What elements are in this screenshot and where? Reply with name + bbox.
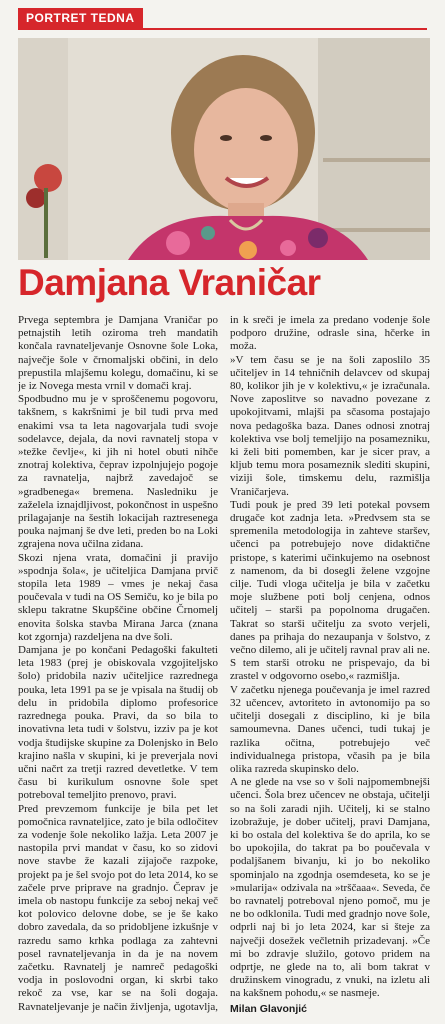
paragraph: A ne glede na vse so v šoli najpomembnejši učenci. Šola brez učencev ne obstaja, učitelji so na šoli zaradi njih. Učitelj, ki se stalno izobražuje, je dober učitelj, pravi Damjana, ki bo ostala del kolektiva še do aprila, ko se bo upokojila, do takrat pa bo poučevala v podaljšanem bivanju, ki jo bo nekoliko spominjalo na zgodnja osemdeseta, ko se je »mularija« odzivala na »trščaaa«. Seveda, če bo ravnatelj potreboval njeno pomoč, mu je ne bo odklonila. Tudi med gradnjo nove šole, odprli naj bi jo leta 2024, kar si šteje za največji dosežek večletnih prizadevanj. »Če mi bo zdravje služilo, gotovo pridem na odprtje, ne glede na to, ali bom takrat v družinskem vinogradu, z vnuki, na izletu ali na kakšnem pohodu,« se nasmeje. [230, 776, 430, 1000]
paragraph: V začetku njenega poučevanja je imel razred 32 učencev, avtoriteto in avtonomijo pa so učitelji dosegali z disciplino, ki je bila samoumevna. Danes učenci, tudi tukaj je razlika očitna, potrebujejo več individualnega pristopa, včasih pa je bila olika razreda skupinsko delo. [230, 683, 430, 775]
section-tag: PORTRET TEDNA [18, 8, 143, 28]
paragraph: »V tem času se je na šoli zaposlilo 35 učiteljev in 14 tehničnih delavcev od skupaj 80, kolikor jih je v kolektivu,« je izračunala. Nove zaposlitve so navadno povezane z upokojitvami, mlajši pa sčasoma postajajo nova pedagoška baza. Danes odnosi znotraj kolektiva vse bolj temeljijo na posamezniku, ki želi biti pomemben, kar je sicer prav, a kljub temu mora posameznik slediti skupini, viziji šole, timskemu delu, razmišlja Vraničarjeva. [230, 353, 430, 498]
byline: Milan Glavonjić [230, 1002, 308, 1015]
article-body [18, 314, 430, 1016]
section-rule [18, 28, 427, 30]
portrait-illustration [18, 38, 430, 260]
paragraph: Pred prevzemom funkcije je bila pet let pomočnica ravnateljice, zato je bila odločitev za vodenje šole nekoliko lažja. Leta 2007 je nastopila prvi mandat v času, ko so zidovi nove stavbe že kazali zijajoče razpoke, projekt pa je šel svojo pot do leta 2014, ko se začele prve priprave na gradnjo. Čeprav je imela ob nastopu funkcije za seboj nekaj več kot polovico delovne dobe, se je še kako dobro zavedala, da so pridobljene izkušnje v razredu samo krhka podlaga za zahtevni posel ravnateljevanja in da je na novem začetku. Ravnatelj je namreč pedagoški vodja in poslovodni organ, ki skrbi tako rekoč za vse, kar se na šoli dogaja. Ravnateljevanje je način življenja, ugotavlja, in k sreči je imela za predano vodenje šole podporo družine, odrasle sina, hčerke in moža. [18, 314, 430, 1013]
portrait-photo [18, 38, 430, 260]
paragraph: Skozi njena vrata, domačini ji pravijo »spodnja šola«, je učiteljica Damjana prvič stopila leta 1989 – vmes je nekaj časa poučevala v tudi na OS Semiču, ko je bila po sklepu takratne Skupščine občine Črnomelj enovita šolska stavba Mirana Jarca (znana kot zgornja) razdeljena na dve šoli. [18, 551, 218, 643]
paragraph: Damjana je po končani Pedagoški fakulteti leta 1983 (prej je obiskovala vzgojiteljsko šolo) pridobila naziv učiteljice razrednega pouka, leta 1991 pa se je vpisala na študij ob delu in pridobila diplomo profesorice razrednega pouka. Pravi, da so bila to inovativna leta tudi v šolstvu, izziv pa je kot vodja študijske skupine za Dolenjsko in Belo krajino našla v skupini, ki je preverjala novi učni načrt za tretji razred devetletke. V tem času bi kurikulum osnovne šole spet potreboval temeljito prenovo, pravi. [18, 644, 218, 802]
paragraph: Spodbudno mu je v sproščenemu pogovoru, takšnem, s kakršnimi je bil tudi prva med enakimi vsa ta leta nagovarjala tudi svoje sodelavce, dejala, da novi ravnatelj stopa v »težke čevlje«, ki jih ni hotel obuti nihče znotraj kolektiva, čeprav izpolnjujejo pogoje za ravnatelja, najbrž zavedajoč se »gradbenega« bremena. Nasledniku je zaželela iznajdljivost, pokončnost in uspešno prilagajanje na šestih lokacijah raztresenega pouka najmanj še dve leti, preden bo na Loki zgrajena nova učilna zidana. [18, 393, 218, 551]
article-headline: Damjana Vraničar [18, 262, 321, 303]
paragraph: Prvega septembra je Damjana Vraničar po petnajstih letih oziroma treh mandatih končala ravnateljevanje Osnovne šole Loka, največje šole v črnomaljski občini, in delo prepustila mlajšemu kolegu, domačinu, ki se je iz Novega mesta vrnil v domači kraj. [18, 314, 218, 393]
paragraph: Tudi pouk je pred 39 leti potekal povsem drugače kot zadnja leta. »Predvsem sta se spremenila metodologija in zahteve staršev, učenci pa potrebujejo nove didaktične pristope, s katerimi učinkujemo na osebnost z namenom, da bi dosegli želene vzgojne cilje. Tudi vloga učitelja je bila v začetku moje službene poti bolj cenjena, odnos učitelj – starši pa popolnoma drugačen. Takrat so starši učitelju za svoto verjeli, danes pa prihaja do nezaupanja v šolstvo, z večno dilemo, ali je učitelj ravnal prav ali ne. S tem starši otroku ne prispevajo, da bi zrastel v odgovorno osebo,« razmišlja. [230, 498, 430, 683]
